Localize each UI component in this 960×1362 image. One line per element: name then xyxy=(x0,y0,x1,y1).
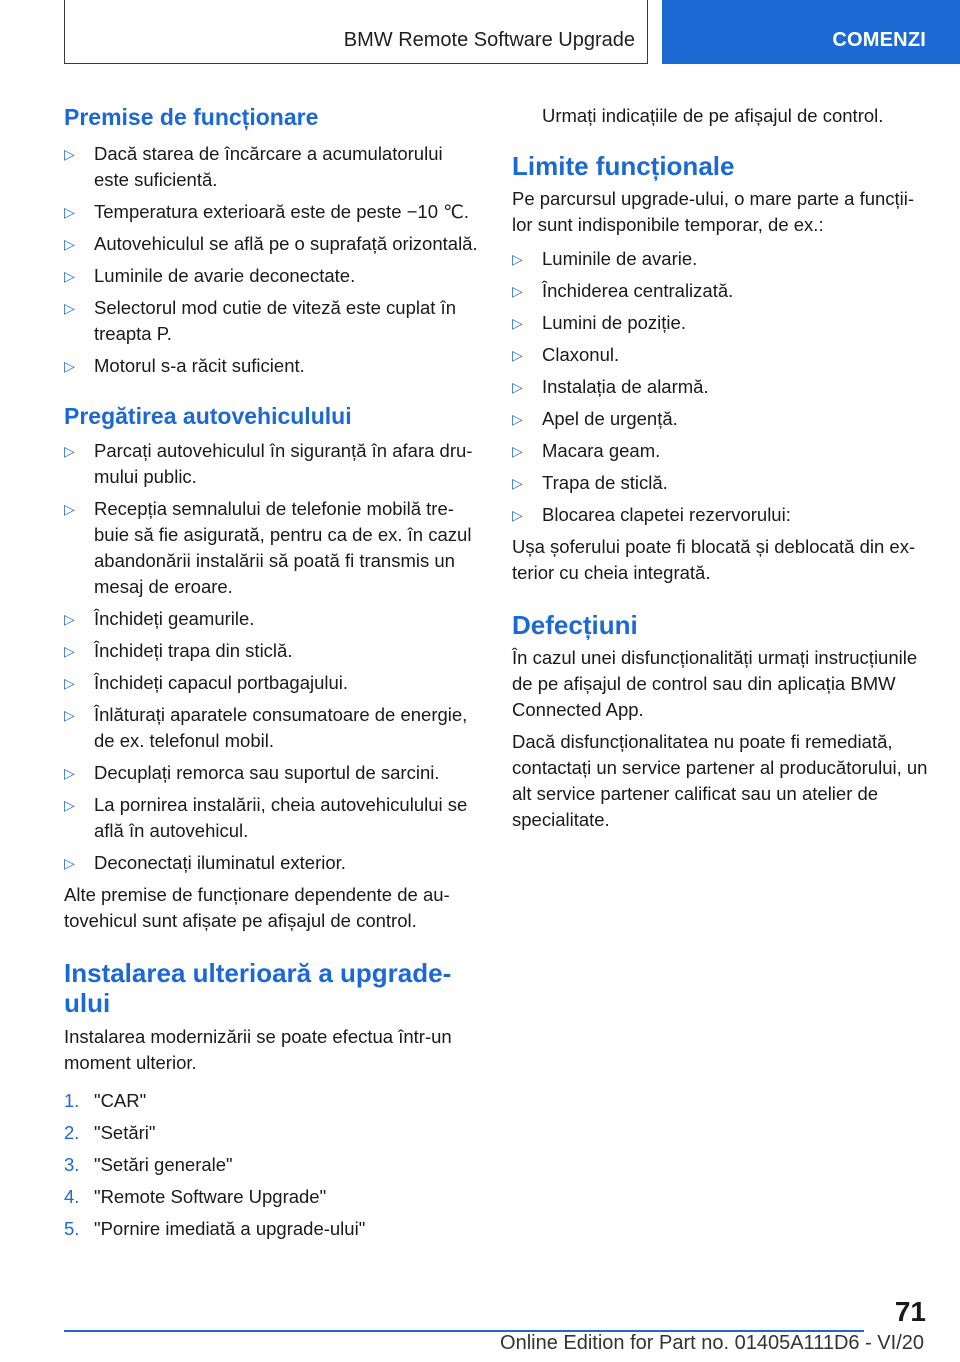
list-item: ▷ Închideți geamurile. xyxy=(64,606,480,632)
list-item: ▷ Lumini de poziție. xyxy=(512,310,928,336)
triangle-bullet-icon: ▷ xyxy=(64,797,75,813)
list-item: ▷ Macara geam. xyxy=(512,438,928,464)
triangle-bullet-icon: ▷ xyxy=(64,236,75,252)
list-item: ▷ Motorul s-a răcit suficient. xyxy=(64,353,480,379)
usa-text: Ușa șoferului poate fi blocată și deblocată din exterior cu cheia integrată. xyxy=(512,536,916,583)
list-item: ▷ Închideți capacul portbagajului. xyxy=(64,670,480,696)
list-item: ▷ Parcați autovehiculul în siguranță în afara drumului public. xyxy=(64,440,473,487)
triangle-bullet-icon: ▷ xyxy=(64,146,75,162)
steps-list xyxy=(64,1088,480,1242)
triangle-bullet-icon: ▷ xyxy=(64,611,75,627)
right-column xyxy=(512,103,928,833)
triangle-bullet-icon: ▷ xyxy=(64,268,75,284)
page-number: 71 xyxy=(894,1296,926,1327)
list-item: ▷ Selectorul mod cutie de viteză este cuplat în treapta P. xyxy=(64,297,456,344)
urmati-text: Urmați indicațiile de pe afișajul de control. xyxy=(542,105,884,126)
left-column xyxy=(64,100,480,1242)
list-item: ▷ Luminile de avarie. xyxy=(512,246,928,272)
list-item: ▷ Apel de urgență. xyxy=(512,406,928,432)
triangle-bullet-icon: ▷ xyxy=(64,300,75,316)
triangle-bullet-icon: ▷ xyxy=(64,765,75,781)
limite-list xyxy=(512,246,928,528)
triangle-bullet-icon: ▷ xyxy=(512,315,523,331)
list-item: ▷ Deconectați iluminatul exterior. xyxy=(64,850,480,876)
triangle-bullet-icon: ▷ xyxy=(64,643,75,659)
header-title: BMW Remote Software Upgrade xyxy=(343,29,635,51)
heading-instalarea: Instalarea ulterioară a upgrade-ului xyxy=(64,958,452,1018)
list-item: ▷ Autovehiculul se află pe o suprafață orizontală. xyxy=(64,231,480,257)
heading-premise: Premise de funcționare xyxy=(64,104,319,130)
triangle-bullet-icon: ▷ xyxy=(512,283,523,299)
heading-defectiuni: Defecțiuni xyxy=(512,610,638,640)
list-item: ▷ Înlăturați aparatele consumatoare de energie, de ex. telefonul mobil. xyxy=(64,704,468,751)
limite-text: Pe parcursul upgrade-ului, o mare parte a funcțiilor sunt indisponibile temporar, de ex.: xyxy=(512,188,915,235)
step-item: 3. "Setări generale" xyxy=(64,1154,233,1175)
list-item: ▷ Blocarea clapetei rezervorului: xyxy=(512,502,928,528)
step-item: 5. "Pornire imediată a upgrade-ului" xyxy=(64,1218,366,1239)
triangle-bullet-icon: ▷ xyxy=(512,379,523,395)
triangle-bullet-icon: ▷ xyxy=(64,707,75,723)
heading-limite: Limite funcționale xyxy=(512,151,735,181)
heading-pregatire: Pregătirea autovehiculului xyxy=(64,403,352,429)
triangle-bullet-icon: ▷ xyxy=(512,475,523,491)
section-tab[interactable]: COMENZI xyxy=(662,0,960,64)
list-item: ▷ Luminile de avarie deconectate. xyxy=(64,263,480,289)
triangle-bullet-icon: ▷ xyxy=(512,507,523,523)
triangle-bullet-icon: ▷ xyxy=(64,204,75,220)
header-box xyxy=(64,0,648,64)
defectiuni-text-1: În cazul unei disfuncționalități urmați instrucțiunile de pe afișajul de control sau din aplicația BMW Connected App. xyxy=(512,647,918,720)
triangle-bullet-icon: ▷ xyxy=(64,443,75,459)
step-item: 2. "Setări" xyxy=(64,1122,156,1143)
defectiuni-text-2: Dacă disfuncționalitatea nu poate fi remediată, contactați un service partener al producătorului, un alt service partener calificat sau un atelier de specialitate. xyxy=(512,731,928,830)
triangle-bullet-icon: ▷ xyxy=(64,675,75,691)
list-item: ▷ Închideți trapa din sticlă. xyxy=(64,638,480,664)
triangle-bullet-icon: ▷ xyxy=(64,855,75,871)
triangle-bullet-icon: ▷ xyxy=(64,358,75,374)
list-item: ▷ Claxonul. xyxy=(512,342,928,368)
step-item: 4. "Remote Software Upgrade" xyxy=(64,1186,327,1207)
step-item: 1. "CAR" xyxy=(64,1090,147,1111)
premise-list xyxy=(64,141,480,379)
list-item: ▷ Recepția semnalului de telefonie mobilă trebuie să fie asigurată, pentru ca de ex. în cazul abandonării instalării să poată fi transmis un mesaj de eroare. xyxy=(64,498,472,597)
list-item: ▷ Dacă starea de încărcare a acumulatorului este suficientă. xyxy=(64,143,443,190)
triangle-bullet-icon: ▷ xyxy=(512,251,523,267)
alte-premise-text: Alte premise de funcționare dependente de autovehicul sunt afișate pe afișajul de control. xyxy=(64,884,450,931)
list-item: ▷ Decuplați remorca sau suportul de sarcini. xyxy=(64,760,480,786)
pregatire-list xyxy=(64,438,480,876)
list-item: ▷ Instalația de alarmă. xyxy=(512,374,928,400)
list-item: ▷ Trapa de sticlă. xyxy=(512,470,928,496)
list-item: ▷ Temperatura exterioară este de peste −10 ℃. xyxy=(64,199,480,225)
triangle-bullet-icon: ▷ xyxy=(64,501,75,517)
instalarea-text: Instalarea modernizării se poate efectua într-un moment ulterior. xyxy=(64,1026,452,1073)
triangle-bullet-icon: ▷ xyxy=(512,347,523,363)
triangle-bullet-icon: ▷ xyxy=(512,411,523,427)
triangle-bullet-icon: ▷ xyxy=(512,443,523,459)
list-item: ▷ Închiderea centralizată. xyxy=(512,278,928,304)
list-item: ▷ La pornirea instalării, cheia autovehiculului se află în autovehicul. xyxy=(64,794,468,841)
footer-edition: Online Edition for Part no. 01405A111D6 - VI/20 xyxy=(500,1332,924,1354)
